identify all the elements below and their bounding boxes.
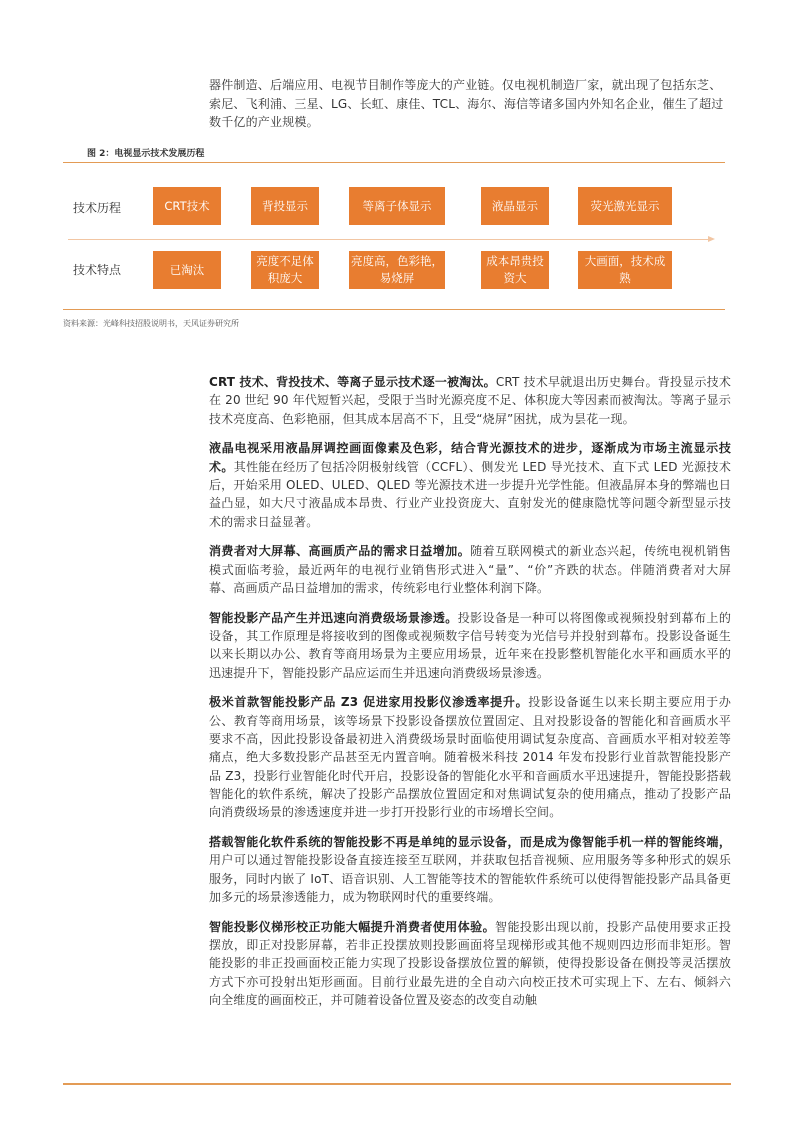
paragraph [209, 439, 731, 530]
timeline-arrow [68, 239, 711, 240]
paragraph [209, 542, 731, 597]
paragraph-lead: 极米首款智能投影产品 Z3 促进家用投影仪渗透率提升。 [209, 695, 529, 710]
history-box-crt: CRT技术 [153, 187, 221, 225]
history-box-rear-projection: 背投显示 [251, 187, 319, 225]
paragraph [209, 918, 731, 1009]
feature-box-lcd: 成本昂贵投资大 [481, 251, 549, 289]
paragraph-body: 投影设备是一种可以将图像或视频投射到幕布上的设备，其工作原理是将接收到的图像或视频数字信号转变为光信号并投射到幕布。投影设备诞生以来长期以办公、教育等商用场景为主要应用场景，近年来在投影整机智能化水平和画质水平的迅速提升下，智能投影产品应运而生并迅速向消费级场景渗透。 [209, 610, 731, 680]
paragraph [209, 373, 731, 428]
paragraph-lead: 搭载智能化软件系统的智能投影不再是单纯的显示设备，而是成为像智能手机一样的智能终端， [209, 835, 731, 850]
figure-source: 资料来源：光峰科技招股说明书，天风证券研究所 [63, 319, 239, 328]
figure-title: 图 2：电视显示技术发展历程 [87, 149, 205, 159]
history-box-laser: 荧光激光显示 [578, 187, 672, 225]
paragraph-body: 用户可以通过智能投影设备直接连接至互联网，并获取包括音视频、应用服务等多种形式的娱乐服务，同时内嵌了 IoT、语音识别、人工智能等技术的智能软件系统可以使得智能投影产品具备更加多元的场景渗透能力，成为物联网时代的重要终端。 [209, 853, 731, 904]
feature-box-laser: 大画面，技术成熟 [578, 251, 672, 289]
intro-paragraph: 器件制造、后端应用、电视节目制作等庞大的产业链。仅电视机制造厂家，就出现了包括东芝、索尼、飞利浦、三星、LG、长虹、康佳、TCL、海尔、海信等诸多国内外知名企业，催生了超过数千亿的产业规模。 [209, 78, 724, 129]
feature-box-plasma: 亮度高，色彩艳，易烧屏 [349, 251, 445, 289]
paragraph-body: 投影设备诞生以来长期主要应用于办公、教育等商用场景，该等场景下投影设备摆放位置固定、且对投影设备的智能化和音画质水平要求不高，因此投影设备最初进入消费级场景时面临使用调试复杂度高、音画质水平相对较差等痛点，绝大多数投影产品甚至无内置音响。随着极米科技 2014 年发布投影行业首款智能投影产品 Z3，投影行业智能化时代开启，投影设备的智能化水平和音画质水平迅速提升，智能投影搭载智能化的软件系统，解决了投影产品摆放位置固定和对焦调试复杂的使用痛点，推动了投影产品向消费级场景的渗透速度并进一步打开投影行业的市场增长空间。 [209, 695, 731, 820]
footer-rule [63, 1083, 731, 1085]
paragraph [209, 833, 731, 906]
paragraph-lead: 智能投影仪梯形校正功能大幅提升消费者使用体验。 [209, 919, 496, 934]
figure-bottom-rule [63, 309, 725, 310]
feature-box-crt: 已淘汰 [153, 251, 221, 289]
paragraph-lead: 智能投影产品产生并迅速向消费级场景渗透。 [209, 610, 458, 625]
paragraph-lead: CRT 技术、背投技术、等离子显示技术逐一被淘汰。 [209, 375, 496, 389]
row-label-features: 技术特点 [73, 263, 122, 277]
paragraph-lead: 消费者对大屏幕、高画质产品的需求日益增加。 [209, 544, 471, 559]
paragraph-body: 其性能在经历了包括冷阴极射线管（CCFL）、侧发光 LED 导光技术、直下式 LED 光源技术后，开始采用 OLED、ULED、QLED 等光源技术进一步提升光学性能。但液晶屏本身的弊端也日益凸显，如大尺寸液晶成本昂贵、行业产业投资庞大、直射发光的健康隐忧等问题令新型显示技术的需求日益显著。 [209, 459, 731, 529]
paragraph-body: CRT 技术早就退出历史舞台。背投显示技术在 20 世纪 90 年代短暂兴起，受限于当时光源亮度不足、体积庞大等因素而被淘汰。等离子显示技术亮度高、色彩艳丽，但其成本居高不下，且受“烧屏”困扰，成为昙花一现。 [209, 375, 732, 426]
paragraph [209, 693, 731, 821]
paragraph-lead: 液晶电视采用液晶屏调控画面像素及色彩，结合背光源技术的进步，逐渐成为市场主流显示技术。 [209, 441, 731, 474]
history-box-lcd: 液晶显示 [481, 187, 549, 225]
timeline-arrow-head [708, 236, 715, 242]
feature-box-rear-projection: 亮度不足体积庞大 [251, 251, 319, 289]
row-label-history: 技术历程 [73, 201, 122, 215]
paragraph-body: 随着互联网模式的新业态兴起，传统电视机销售模式面临考验，最近两年的电视行业销售形式进入“量”、“价”齐跌的状态。伴随消费者对大屏幕、高画质产品日益增加的需求，传统彩电行业整体利润下降。 [209, 544, 731, 595]
paragraph [209, 609, 731, 682]
paragraph-body: 智能投影出现以前，投影产品使用要求正投摆放，即正对投影屏幕，若非正投摆放则投影画面将呈现梯形或其他不规则四边形而非矩形。智能投影的非正投画面校正能力实现了投影设备摆放位置的解锁，使得投影设备在侧投等灵活摆放方式下亦可投射出矩形画面。目前行业最先进的全自动六向校正技术可实现上下、左右、倾斜六向全维度的画面校正，并可随着设备位置及姿态的改变自动触 [209, 919, 731, 1007]
figure-top-rule [63, 162, 725, 163]
history-box-plasma: 等离子体显示 [349, 187, 445, 225]
body-text [209, 373, 731, 1021]
